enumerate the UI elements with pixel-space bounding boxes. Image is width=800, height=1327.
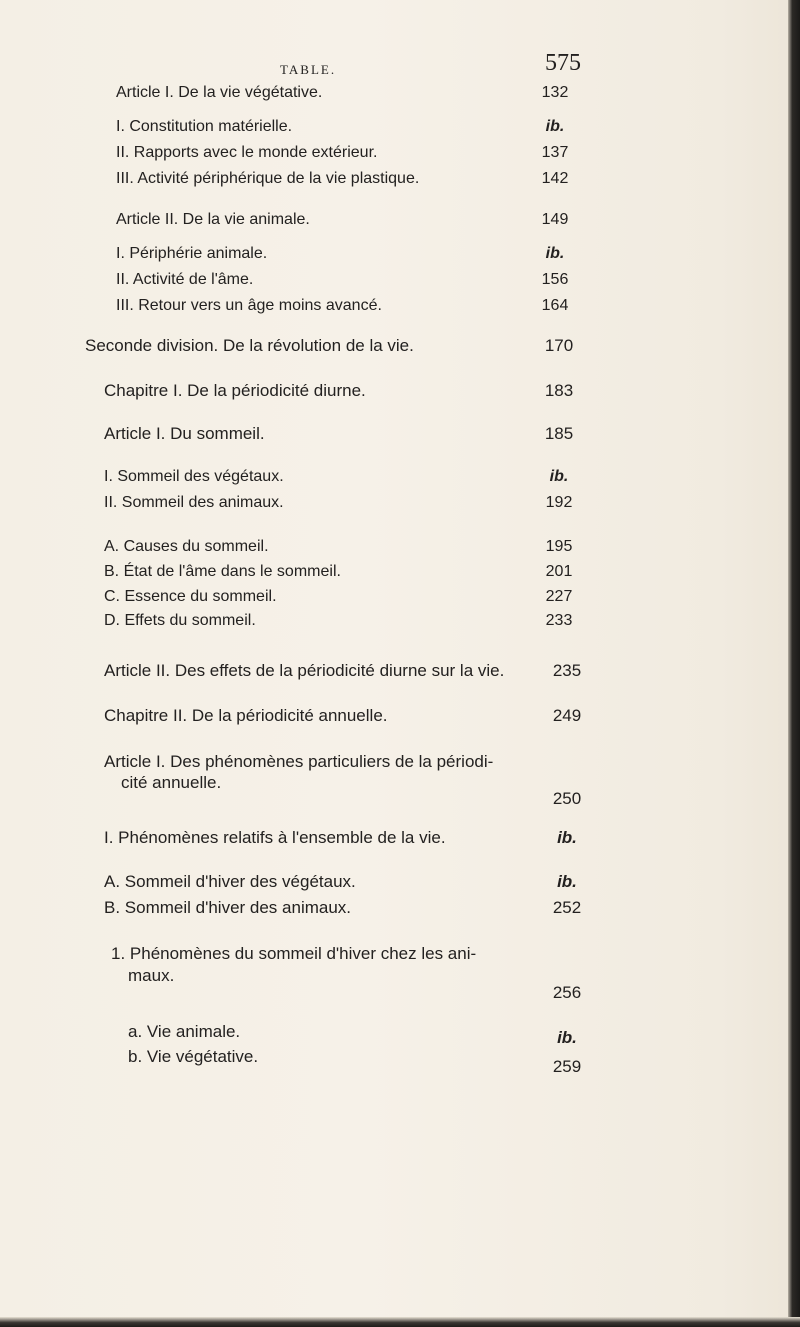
toc-entry-text: b. Vie végétative. (128, 1047, 259, 1066)
toc-entry (0, 115, 800, 143)
toc-entry-text: Article II. De la vie animale. (116, 211, 310, 228)
toc-entry-page: 142 (541, 170, 569, 187)
toc-entry-text: Article I. De la vie végétative. (116, 84, 323, 101)
toc-entry (0, 141, 800, 169)
toc-entry (0, 167, 800, 195)
toc-entry (0, 771, 800, 808)
toc-entry (0, 491, 800, 519)
toc-entry-page: 185 (544, 424, 574, 443)
toc-entry-text: I. Périphérie animale. (116, 245, 268, 262)
toc-entry-page: 227 (545, 588, 573, 605)
toc-entry-text: II. Rapports avec le monde extérieur. (116, 144, 378, 161)
toc-entry (0, 1045, 800, 1076)
toc-entry-text: C. Essence du sommeil. (104, 588, 277, 605)
toc-entry-page: ib. (557, 828, 577, 847)
toc-entry-page: 195 (545, 538, 573, 555)
toc-entry (0, 704, 800, 732)
toc-entry (0, 896, 800, 924)
toc-entry-page: 192 (545, 494, 573, 511)
toc-entry-text: I. Constitution matérielle. (116, 118, 293, 135)
toc-entry (0, 659, 800, 687)
toc-entry-page: 256 (552, 983, 582, 1002)
toc-entry (0, 379, 800, 407)
toc-entry-text: III. Activité périphérique de la vie plastique. (116, 170, 420, 187)
toc-entry (0, 294, 800, 322)
toc-entry-page: 259 (552, 1057, 582, 1076)
toc-entry (0, 535, 800, 563)
running-head-title: TABLE. (280, 62, 337, 77)
toc-entry-text: Article I. Du sommeil. (104, 424, 265, 443)
toc-entry-text: Article II. Des effets de la périodicité diurne sur la vie. (104, 661, 505, 680)
toc-entry-text: B. État de l'âme dans le sommeil. (104, 563, 341, 580)
toc-entry-text: A. Causes du sommeil. (104, 538, 269, 555)
toc-entry-text: Chapitre I. De la périodicité diurne. (104, 381, 366, 400)
toc-entry (0, 81, 800, 109)
toc-entry (0, 826, 800, 854)
toc-entry-page: 170 (544, 336, 574, 355)
toc-entry-text: A. Sommeil d'hiver des végétaux. (104, 872, 356, 891)
toc-entry-text: D. Effets du sommeil. (104, 612, 256, 629)
toc-entry (0, 870, 800, 898)
toc-entry-page: 201 (545, 563, 573, 580)
toc-entry-page: 156 (541, 271, 569, 288)
toc-entry (0, 422, 800, 450)
toc-entry-text: Chapitre II. De la périodicité annuelle. (104, 706, 388, 725)
toc-entry (0, 208, 800, 236)
toc-entry-page: 137 (541, 144, 569, 161)
toc-entry-page: 164 (541, 297, 569, 314)
toc-entry-text: Seconde division. De la révolution de la vie. (85, 336, 414, 355)
toc-entry-text: I. Sommeil des végétaux. (104, 468, 284, 485)
toc-entry (0, 334, 800, 362)
toc-entry-page: 149 (541, 211, 569, 228)
toc-entry-page: ib. (557, 872, 577, 891)
toc-entry (0, 242, 800, 270)
page-bottom-edge (0, 1317, 800, 1327)
toc-entry (0, 560, 800, 588)
toc-entry-page: 235 (552, 661, 582, 680)
toc-entry-page: 183 (544, 381, 574, 400)
toc-entry (0, 964, 800, 1002)
toc-entry (0, 609, 800, 637)
toc-entry-page: 249 (552, 706, 582, 725)
toc-entry-page: ib. (549, 468, 569, 485)
toc-entry (0, 1020, 800, 1048)
toc-entry-text: cité annuelle. (121, 773, 222, 792)
toc-entry-text: III. Retour vers un âge moins avancé. (116, 297, 382, 314)
toc-entry-page: 250 (552, 789, 582, 808)
toc-entry-text: B. Sommeil d'hiver des animaux. (104, 898, 352, 917)
toc-entry-text: Article I. Des phénomènes particuliers de la périodi- (104, 752, 494, 771)
toc-entry-page: ib. (545, 245, 565, 262)
toc-entry-page: 132 (541, 84, 569, 101)
toc-entry-page: ib. (557, 1028, 577, 1047)
book-spine-edge (788, 0, 800, 1327)
toc-entry-text: II. Activité de l'âme. (116, 271, 254, 288)
toc-entry-text: II. Sommeil des animaux. (104, 494, 284, 511)
toc-entry-text: a. Vie animale. (128, 1022, 241, 1041)
toc-entry-page: ib. (545, 118, 565, 135)
toc-entry (0, 465, 800, 493)
toc-entry-text: maux. (128, 966, 175, 985)
toc-entry (0, 268, 800, 296)
toc-entry-page: 233 (545, 612, 573, 629)
running-head-page-number: 575 (545, 50, 581, 76)
toc-entry-text: I. Phénomènes relatifs à l'ensemble de la vie. (104, 828, 446, 847)
toc-entry-text: 1. Phénomènes du sommeil d'hiver chez les ani- (111, 944, 477, 963)
toc-entry-page: 252 (552, 898, 582, 917)
